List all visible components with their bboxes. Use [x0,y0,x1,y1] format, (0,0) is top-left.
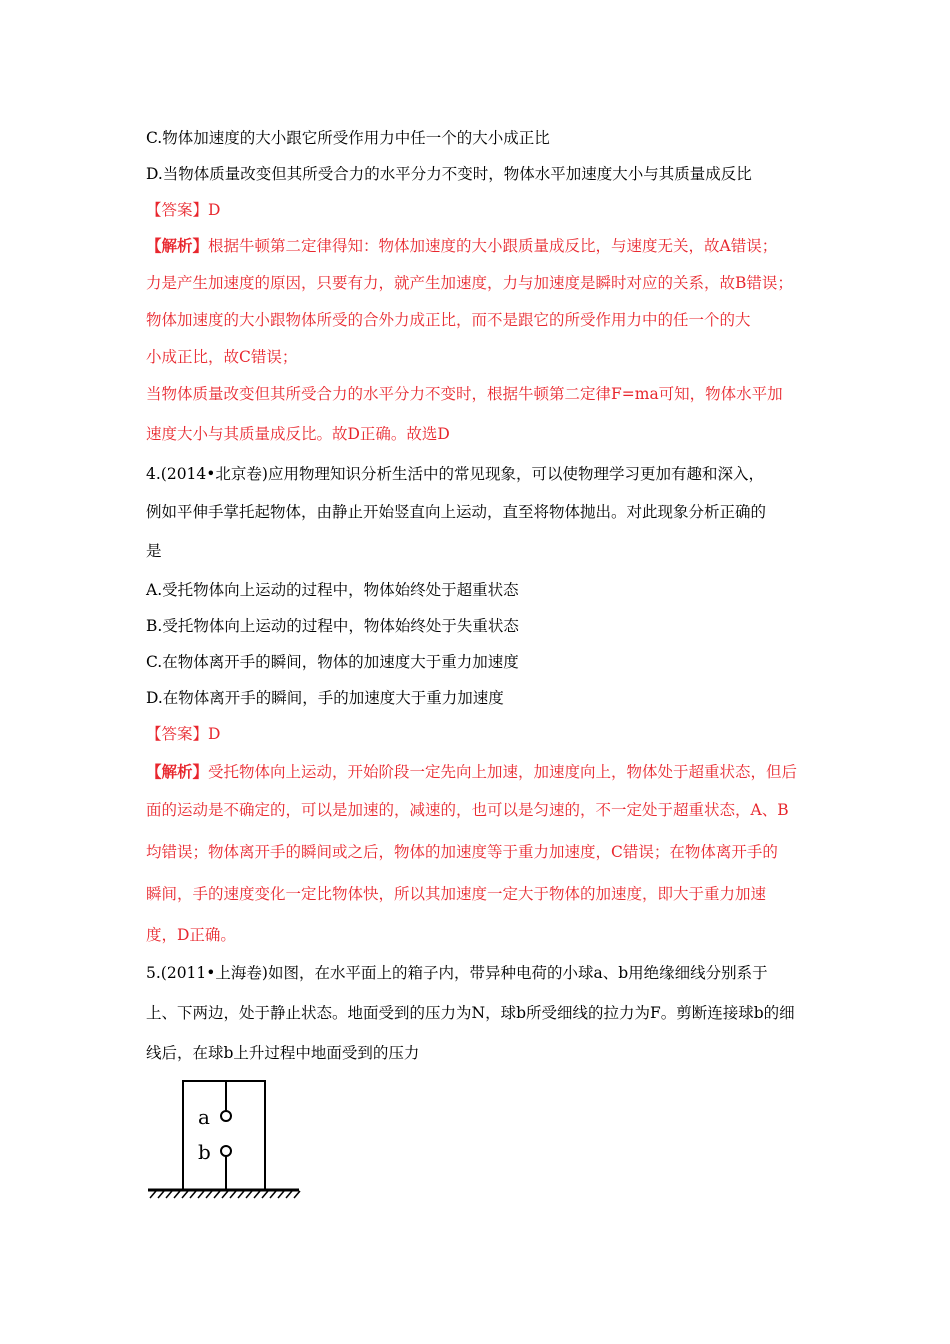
q3-option-d: D.当物体质量改变但其所受合力的水平分力不变时，物体水平加速度大小与其质量成反比 [146,165,752,183]
answer-label: 【答案】 [146,725,209,743]
q4-option-a: A.受托物体向上运动的过程中，物体始终处于超重状态 [146,581,519,599]
ground-hatch-mark [158,1191,164,1198]
q5-stem-line: 上、下两边，处于静止状态。地面受到的压力为N，球b所受细线的拉力为F。剪断连接球b的细 [146,1004,795,1022]
ground-hatch-mark [198,1191,204,1198]
ground-hatch-mark [190,1191,196,1198]
box-diagram [146,1078,306,1202]
box-walls [182,1081,266,1190]
q4-analysis-line: 度，D正确。 [146,926,236,944]
q4-option-d: D.在物体离开手的瞬间，手的加速度大于重力加速度 [146,689,504,707]
ground-hatch-mark [270,1191,276,1198]
analysis-label: 【解析】 [146,236,209,255]
q3-option-c: C.物体加速度的大小跟它所受作用力中任一个的大小成正比 [146,129,550,147]
ball-a [221,1111,231,1121]
ball-b [221,1146,231,1156]
ground-hatch-mark [222,1191,228,1198]
analysis-label: 【解析】 [146,762,209,781]
q4-stem-line: 4.(2014•北京卷)应用物理知识分析生活中的常见现象，可以使物理学习更加有趣和深入， [146,465,764,483]
q4-option-b: B.受托物体向上运动的过程中，物体始终处于失重状态 [146,617,519,635]
answer-label: 【答案】 [146,201,209,219]
ground-hatch-mark [166,1191,172,1198]
ground-hatch-mark [238,1191,244,1198]
q3-answer [146,200,220,220]
ground-hatch-mark [294,1191,300,1198]
q5-stem-line: 5.(2011•上海卷)如图，在水平面上的箱子内，带异种电荷的小球a、b用绝缘细线分别系于 [146,964,768,982]
q4-answer [146,724,220,744]
ground-hatch-mark [182,1191,188,1198]
q4-analysis-line: 瞬间，手的速度变化一定比物体快，所以其加速度一定大于物体的加速度，即大于重力加速 [146,885,767,903]
q4-analysis-line [146,762,797,782]
q3-analysis-line: 物体加速度的大小跟物体所受的合外力成正比，而不是跟它的所受作用力中的任一个的大 [146,311,751,329]
ground-hatch-mark [286,1191,292,1198]
ground-hatch-mark [174,1191,180,1198]
analysis-text: 受托物体向上运动，开始阶段一定先向上加速，加速度向上，物体处于超重状态，但后 [208,763,798,781]
q3-analysis-line: 速度大小与其质量成反比。故D正确。故选D [146,425,450,443]
q4-stem-line: 是 [146,542,162,560]
label-b: b [198,1140,211,1164]
ground-hatch-mark [214,1191,220,1198]
q3-analysis-line: 当物体质量改变但其所受合力的水平分力不变时，根据牛顿第二定律F=ma可知，物体水平加 [146,385,783,403]
q3-analysis-line [146,236,777,256]
answer-value: D [208,725,221,743]
q4-option-c: C.在物体离开手的瞬间，物体的加速度大于重力加速度 [146,653,519,671]
ground-hatch-mark [150,1191,156,1198]
box-figure [146,1078,306,1202]
q4-stem-line: 例如平伸手掌托起物体，由静止开始竖直向上运动，直至将物体抛出。对此现象分析正确的 [146,503,767,521]
q3-analysis-line: 力是产生加速度的原因，只要有力，就产生加速度，力与加速度是瞬时对应的关系，故B错误； [146,274,793,292]
ground-hatch-mark [230,1191,236,1198]
label-a: a [198,1105,210,1129]
q5-stem-line: 线后，在球b上升过程中地面受到的压力 [146,1044,420,1062]
analysis-text: 根据牛顿第二定律得知：物体加速度的大小跟质量成反比，与速度无关，故A错误； [208,237,778,255]
q3-analysis-line: 小成正比，故C错误； [146,348,298,366]
answer-value: D [208,201,221,219]
q4-analysis-line: 均错误；物体离开手的瞬间或之后，物体的加速度等于重力加速度，C错误；在物体离开手的 [146,843,778,861]
ground-hatch-mark [278,1191,284,1198]
q4-analysis-line: 面的运动是不确定的，可以是加速的，减速的，也可以是匀速的，不一定处于超重状态，A、B [146,801,789,819]
ground-hatch-mark [254,1191,260,1198]
ground-hatch-mark [246,1191,252,1198]
ground [148,1190,300,1198]
ground-hatch-mark [262,1191,268,1198]
ground-hatch-mark [206,1191,212,1198]
